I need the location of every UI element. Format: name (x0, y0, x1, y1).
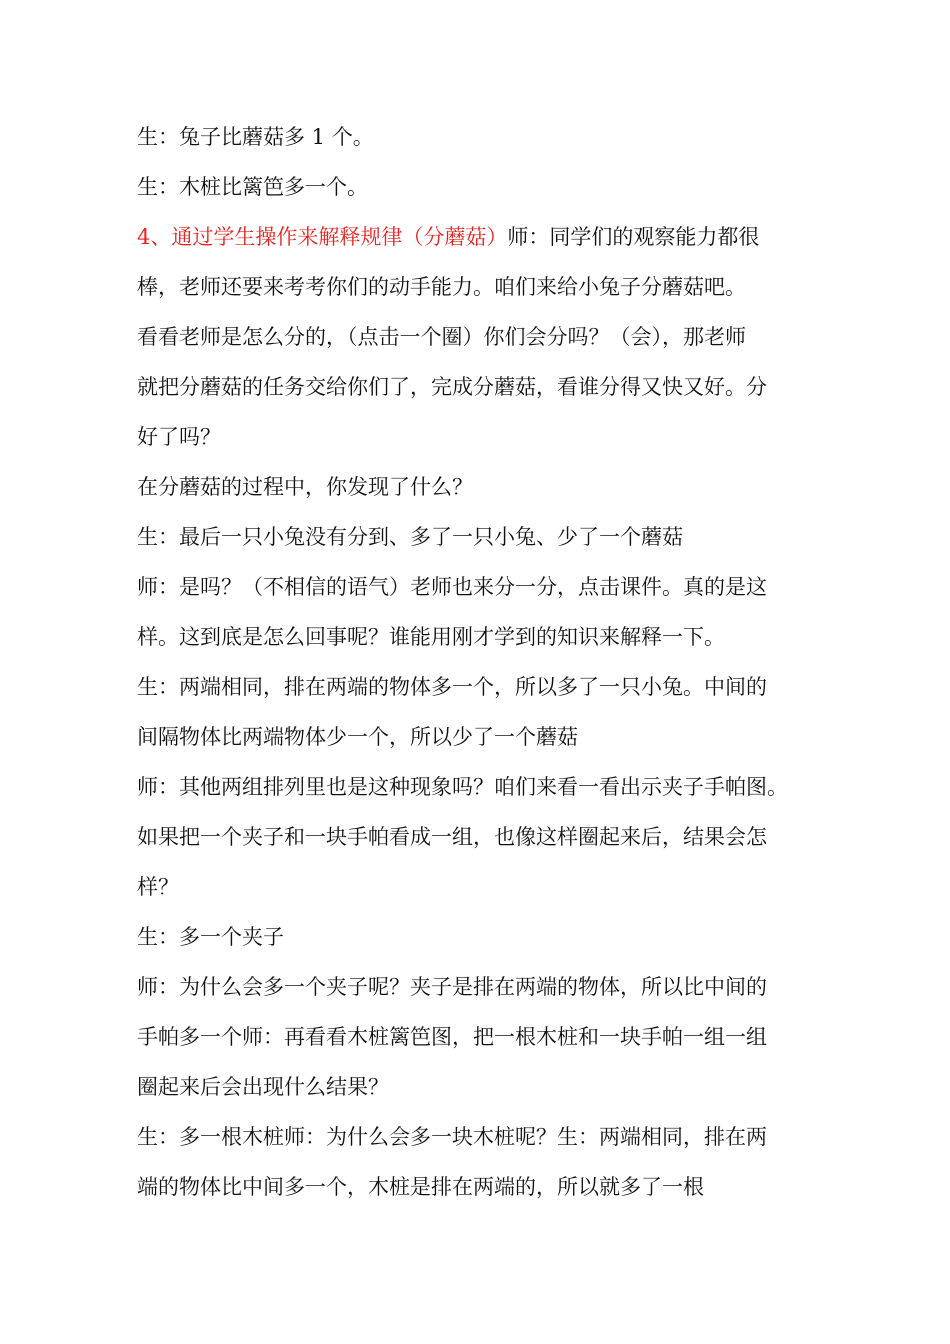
text-line-6: 就把分蘑菇的任务交给你们了，完成分蘑菇，看谁分得又快又好。分 (137, 375, 767, 399)
text-line-22: 端的物体比中间多一个，木桩是排在两端的，所以就多了一根 (137, 1175, 704, 1199)
text-line-11: 样。这到底是怎么回事呢？谁能用刚才学到的知识来解释一下。 (137, 625, 725, 649)
document-page (137, 112, 827, 1212)
text-line-2: 生：木桩比篱笆多一个。 (137, 175, 368, 199)
text-line-3-rest: 师：同学们的观察能力都很 (507, 225, 760, 249)
text-line-15: 如果把一个夹子和一块手帕看成一组，也像这样圈起来后，结果会怎 (137, 825, 767, 849)
section-heading: 4、通过学生操作来解释规律（分蘑菇） (137, 225, 508, 249)
text-line-18: 师：为什么会多一个夹子呢？夹子是排在两端的物体，所以比中间的 (137, 975, 767, 999)
text-line-20: 圈起来后会出现什么结果？ (137, 1075, 389, 1099)
text-line-13: 间隔物体比两端物体少一个，所以少了一个蘑菇 (137, 725, 578, 749)
text-line-17: 生：多一个夹子 (137, 925, 284, 949)
text-line-9: 生：最后一只小兔没有分到、多了一只小兔、少了一个蘑菇 (137, 525, 683, 549)
text-line-3 (137, 212, 827, 262)
text-line-14: 师：其他两组排列里也是这种现象吗？咱们来看一看出示夹子手帕图。 (137, 775, 788, 799)
text-line-12: 生：两端相同，排在两端的物体多一个，所以多了一只小兔。中间的 (137, 675, 767, 699)
text-line-7: 好了吗？ (137, 425, 221, 449)
text-line-1: 生：兔子比蘑菇多 1 个。 (137, 125, 374, 149)
text-line-10: 师：是吗？（不相信的语气）老师也来分一分，点击课件。真的是这 (137, 575, 767, 599)
text-line-16: 样？ (137, 875, 179, 899)
text-line-4: 棒，老师还要来考考你们的动手能力。咱们来给小兔子分蘑菇吧。 (137, 275, 746, 299)
text-line-21: 生：多一根木桩师：为什么会多一块木桩呢？生：两端相同，排在两 (137, 1125, 767, 1149)
text-line-19: 手帕多一个师：再看看木桩篱笆图，把一根木桩和一块手帕一组一组 (137, 1025, 767, 1049)
text-line-5: 看看老师是怎么分的，（点击一个圈）你们会分吗？（会），那老师 (137, 325, 746, 349)
text-line-8: 在分蘑菇的过程中，你发现了什么？ (137, 475, 473, 499)
